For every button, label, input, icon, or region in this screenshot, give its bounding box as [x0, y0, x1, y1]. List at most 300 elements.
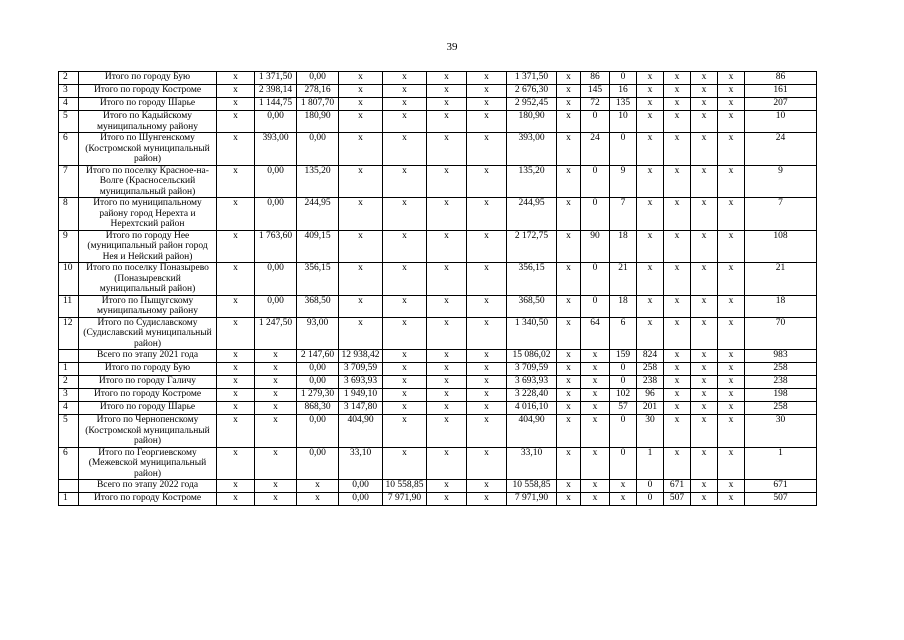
table-cell: 1 — [745, 447, 817, 480]
table-cell: x — [255, 480, 297, 493]
table-cell: x — [718, 350, 745, 363]
table-cell: x — [557, 376, 581, 389]
table-cell: x — [664, 376, 691, 389]
table-cell: x — [718, 133, 745, 166]
table-cell: x — [637, 165, 664, 198]
table-cell: 0,00 — [255, 198, 297, 231]
table-cell: x — [581, 493, 610, 506]
table-cell: x — [664, 198, 691, 231]
table-cell: 0 — [637, 493, 664, 506]
table-cell: 0,00 — [339, 480, 383, 493]
table-row — [59, 493, 817, 506]
table-cell: x — [427, 198, 467, 231]
table-cell: 6 — [610, 317, 637, 350]
table-cell: x — [691, 165, 718, 198]
table-row — [59, 402, 817, 415]
table-cell: x — [718, 165, 745, 198]
table-cell: x — [427, 263, 467, 296]
table-cell: x — [217, 230, 255, 263]
table-cell: x — [557, 447, 581, 480]
table-cell: x — [557, 480, 581, 493]
table-cell: x — [557, 85, 581, 98]
table-cell: x — [718, 111, 745, 133]
table-cell: 1 949,10 — [339, 389, 383, 402]
table-cell: x — [217, 480, 255, 493]
table-cell: x — [427, 317, 467, 350]
table-cell: 161 — [745, 85, 817, 98]
table-cell: 7 971,90 — [383, 493, 427, 506]
table-cell: 0 — [581, 263, 610, 296]
table-cell: 15 086,02 — [507, 350, 557, 363]
table-cell: x — [467, 402, 507, 415]
table-cell: x — [339, 165, 383, 198]
row-number: 6 — [59, 133, 79, 166]
table-row — [59, 133, 817, 166]
table-cell: 33,10 — [507, 447, 557, 480]
table-cell: x — [427, 98, 467, 111]
table-cell: 507 — [664, 493, 691, 506]
table-cell: x — [383, 230, 427, 263]
table-cell: x — [637, 295, 664, 317]
row-number: 3 — [59, 85, 79, 98]
table-cell: x — [664, 230, 691, 263]
row-number: 6 — [59, 447, 79, 480]
table-cell: 0,00 — [339, 493, 383, 506]
table-cell: x — [467, 317, 507, 350]
row-name: Итого по Кадыйскому муниципальному району — [79, 111, 217, 133]
page-number: 39 — [446, 41, 458, 53]
row-number: 8 — [59, 198, 79, 231]
table-cell: x — [427, 389, 467, 402]
row-number: 4 — [59, 98, 79, 111]
table-cell: 1 371,50 — [507, 72, 557, 85]
table-cell: 258 — [745, 363, 817, 376]
table-row — [59, 72, 817, 85]
table-cell: x — [557, 72, 581, 85]
table-cell: x — [718, 363, 745, 376]
table-cell: x — [427, 350, 467, 363]
table-cell: 238 — [745, 376, 817, 389]
table-cell: x — [339, 263, 383, 296]
table-cell: 0,00 — [297, 376, 339, 389]
row-name: Итого по городу Костроме — [79, 493, 217, 506]
table-cell: x — [467, 72, 507, 85]
table-cell: x — [664, 447, 691, 480]
table-cell: 1 807,70 — [297, 98, 339, 111]
table-cell: x — [427, 363, 467, 376]
table-cell: x — [691, 133, 718, 166]
table-cell: 0,00 — [297, 447, 339, 480]
table-cell: 7 — [745, 198, 817, 231]
table-cell: x — [217, 389, 255, 402]
table-cell: x — [467, 133, 507, 166]
table-cell: x — [718, 72, 745, 85]
table-cell: 201 — [637, 402, 664, 415]
table-cell: 2 172,75 — [507, 230, 557, 263]
table-cell: 258 — [745, 402, 817, 415]
table-cell: x — [637, 263, 664, 296]
table-cell: 33,10 — [339, 447, 383, 480]
table-cell: 102 — [610, 389, 637, 402]
table-cell: x — [467, 85, 507, 98]
table-cell: 404,90 — [339, 415, 383, 448]
table-cell: 2 398,14 — [255, 85, 297, 98]
table-cell: x — [664, 363, 691, 376]
table-cell: x — [467, 263, 507, 296]
row-number — [59, 480, 79, 493]
table-cell: x — [427, 376, 467, 389]
row-name: Итого по поселку Поназырево (Поназыревский муниципальный район) — [79, 263, 217, 296]
table-cell: x — [339, 230, 383, 263]
table-cell: x — [467, 389, 507, 402]
table-cell: 4 016,10 — [507, 402, 557, 415]
table-cell: x — [467, 350, 507, 363]
table-cell: x — [255, 376, 297, 389]
table-cell: x — [581, 350, 610, 363]
table-cell: 10 558,85 — [507, 480, 557, 493]
table-cell: x — [427, 85, 467, 98]
table-cell: 0,00 — [255, 263, 297, 296]
table-cell: 12 938,42 — [339, 350, 383, 363]
table-cell: x — [664, 317, 691, 350]
table-cell: x — [217, 295, 255, 317]
table-cell: x — [691, 230, 718, 263]
table-cell: 10 558,85 — [383, 480, 427, 493]
table-cell: 0,00 — [297, 415, 339, 448]
table-cell: x — [581, 415, 610, 448]
table-cell: x — [691, 389, 718, 402]
table-cell: x — [637, 317, 664, 350]
table-cell: 0 — [581, 111, 610, 133]
table-cell: 18 — [610, 295, 637, 317]
table-cell: x — [557, 363, 581, 376]
table-cell: 824 — [637, 350, 664, 363]
table-row — [59, 230, 817, 263]
table-cell: 2 676,30 — [507, 85, 557, 98]
table-cell: x — [664, 72, 691, 85]
row-name: Итого по Шунгенскому (Костромской муниципальный район) — [79, 133, 217, 166]
table-cell: x — [637, 230, 664, 263]
table-cell: 0,00 — [297, 72, 339, 85]
table-cell: x — [217, 133, 255, 166]
row-number: 12 — [59, 317, 79, 350]
table-cell: x — [610, 493, 637, 506]
table-cell: x — [557, 493, 581, 506]
table-cell: x — [217, 263, 255, 296]
table-cell: x — [467, 447, 507, 480]
table-cell: x — [339, 98, 383, 111]
table-cell: x — [217, 317, 255, 350]
row-number: 1 — [59, 493, 79, 506]
table-cell: x — [664, 402, 691, 415]
table-cell: x — [217, 447, 255, 480]
table-cell: x — [691, 198, 718, 231]
table-row — [59, 85, 817, 98]
table-cell: 70 — [745, 317, 817, 350]
table-cell: x — [427, 493, 467, 506]
table-cell: x — [467, 198, 507, 231]
table-cell: x — [637, 133, 664, 166]
table-cell: 368,50 — [507, 295, 557, 317]
table-cell: x — [691, 402, 718, 415]
table-cell: x — [581, 447, 610, 480]
row-name: Итого по городу Галичу — [79, 376, 217, 389]
table-cell: 1 247,50 — [255, 317, 297, 350]
table-cell: 159 — [610, 350, 637, 363]
table-cell: x — [383, 72, 427, 85]
table-cell: x — [217, 98, 255, 111]
table-cell: x — [557, 133, 581, 166]
table-cell: x — [339, 72, 383, 85]
table-cell: x — [383, 98, 427, 111]
table-cell: 0,00 — [297, 363, 339, 376]
table-cell: 409,15 — [297, 230, 339, 263]
row-number: 2 — [59, 72, 79, 85]
table-cell: x — [383, 350, 427, 363]
table-cell: x — [255, 350, 297, 363]
table-cell: x — [718, 415, 745, 448]
table-cell: x — [691, 415, 718, 448]
row-name: Итого по Судиславскому (Судиславский муниципальный район) — [79, 317, 217, 350]
table-row — [59, 165, 817, 198]
row-name: Итого по Чернопенскому (Костромской муниципальный район) — [79, 415, 217, 448]
table-cell: x — [467, 493, 507, 506]
table-cell: x — [557, 295, 581, 317]
table-cell: x — [467, 480, 507, 493]
table-cell: x — [427, 72, 467, 85]
table-cell: 1 763,60 — [255, 230, 297, 263]
table-cell: x — [557, 350, 581, 363]
table-cell: 3 693,93 — [507, 376, 557, 389]
table-cell: x — [691, 493, 718, 506]
table-cell: x — [637, 85, 664, 98]
table-cell: 0 — [610, 363, 637, 376]
table-cell: x — [255, 402, 297, 415]
table-cell: 7 971,90 — [507, 493, 557, 506]
row-name: Итого по городу Костроме — [79, 389, 217, 402]
table-cell: 7 — [610, 198, 637, 231]
table-cell: 10 — [610, 111, 637, 133]
table-cell: 18 — [745, 295, 817, 317]
table-cell: 238 — [637, 376, 664, 389]
table-cell: x — [557, 389, 581, 402]
table-cell: x — [691, 350, 718, 363]
table-row — [59, 415, 817, 448]
row-name: Всего по этапу 2022 года — [79, 480, 217, 493]
table-cell: x — [383, 295, 427, 317]
table-cell: x — [718, 85, 745, 98]
table-cell: x — [339, 111, 383, 133]
table-cell: x — [718, 376, 745, 389]
table-cell: 135,20 — [507, 165, 557, 198]
table-cell: 1 371,50 — [255, 72, 297, 85]
table-cell: 3 228,40 — [507, 389, 557, 402]
table-cell: x — [383, 317, 427, 350]
table-cell: x — [664, 295, 691, 317]
table-row — [59, 263, 817, 296]
table-cell: x — [217, 363, 255, 376]
table-cell: x — [718, 480, 745, 493]
table-cell: x — [718, 98, 745, 111]
table-cell: x — [691, 317, 718, 350]
row-number: 5 — [59, 111, 79, 133]
table-cell: 64 — [581, 317, 610, 350]
table-cell: 0 — [610, 447, 637, 480]
row-name: Итого по городу Шарье — [79, 402, 217, 415]
table-cell: x — [581, 480, 610, 493]
table-cell: x — [217, 111, 255, 133]
table-cell: x — [339, 198, 383, 231]
row-name: Итого по Георгиевскому (Межевской муниципальный район) — [79, 447, 217, 480]
table-cell: x — [718, 317, 745, 350]
table-cell: x — [427, 447, 467, 480]
table-cell: 96 — [637, 389, 664, 402]
table-cell: x — [557, 198, 581, 231]
table-cell: x — [383, 165, 427, 198]
table-cell: 16 — [610, 85, 637, 98]
table-cell: x — [718, 263, 745, 296]
table-cell: x — [691, 98, 718, 111]
table-cell: 57 — [610, 402, 637, 415]
table-cell: 671 — [745, 480, 817, 493]
table-cell: x — [664, 389, 691, 402]
table-cell: x — [637, 98, 664, 111]
table-cell: 868,30 — [297, 402, 339, 415]
table-cell: x — [255, 493, 297, 506]
table-cell: x — [217, 350, 255, 363]
table-cell: 108 — [745, 230, 817, 263]
table-cell: x — [339, 133, 383, 166]
table-cell: 9 — [745, 165, 817, 198]
table-cell: x — [467, 295, 507, 317]
table-cell: x — [637, 198, 664, 231]
row-name: Итого по Пыщугскому муниципальному району — [79, 295, 217, 317]
table-cell: x — [581, 389, 610, 402]
table-row — [59, 447, 817, 480]
table-cell: 30 — [745, 415, 817, 448]
table-cell: 0 — [610, 133, 637, 166]
table-cell: x — [383, 389, 427, 402]
table-cell: x — [427, 230, 467, 263]
table-cell: x — [255, 415, 297, 448]
table-cell: 180,90 — [297, 111, 339, 133]
table-cell: 86 — [745, 72, 817, 85]
table-cell: x — [718, 198, 745, 231]
table-cell: x — [339, 85, 383, 98]
table-cell: x — [581, 402, 610, 415]
table-cell: 0 — [610, 376, 637, 389]
table-cell: 0 — [610, 415, 637, 448]
table-cell: x — [664, 165, 691, 198]
table-cell: 368,50 — [297, 295, 339, 317]
table-cell: 93,00 — [297, 317, 339, 350]
table-cell: x — [383, 111, 427, 133]
data-table — [58, 71, 817, 506]
table-cell: x — [217, 402, 255, 415]
row-number: 3 — [59, 389, 79, 402]
table-cell: 3 693,93 — [339, 376, 383, 389]
row-name: Итого по городу Нее (муниципальный район город Нея и Нейский район) — [79, 230, 217, 263]
table-cell: 198 — [745, 389, 817, 402]
table-cell: x — [467, 98, 507, 111]
row-name: Итого по поселку Красное-на-Волге (Красносельский муниципальный район) — [79, 165, 217, 198]
table-cell: 356,15 — [297, 263, 339, 296]
table-cell: x — [691, 85, 718, 98]
table-cell: x — [217, 376, 255, 389]
table-cell: 207 — [745, 98, 817, 111]
table-cell: x — [217, 493, 255, 506]
table-cell: 145 — [581, 85, 610, 98]
table-cell: 1 144,75 — [255, 98, 297, 111]
table-cell: x — [383, 402, 427, 415]
table-cell: x — [691, 480, 718, 493]
table-cell: 671 — [664, 480, 691, 493]
table-cell: x — [383, 198, 427, 231]
table-cell: 393,00 — [507, 133, 557, 166]
table-cell: x — [383, 363, 427, 376]
table-cell: x — [557, 230, 581, 263]
table-cell: x — [217, 165, 255, 198]
row-name: Итого по городу Бую — [79, 363, 217, 376]
table-cell: x — [664, 263, 691, 296]
table-row — [59, 376, 817, 389]
table-cell: 0,00 — [255, 165, 297, 198]
table-row — [59, 98, 817, 111]
table-cell: 258 — [637, 363, 664, 376]
table-cell: 90 — [581, 230, 610, 263]
table-cell: x — [557, 165, 581, 198]
table-cell: 2 147,60 — [297, 350, 339, 363]
table-cell: x — [427, 415, 467, 448]
row-number: 2 — [59, 376, 79, 389]
table-cell: x — [217, 85, 255, 98]
table-cell: 0 — [581, 295, 610, 317]
table-cell: 24 — [581, 133, 610, 166]
table-cell: x — [664, 415, 691, 448]
table-cell: 393,00 — [255, 133, 297, 166]
table-cell: 3 147,80 — [339, 402, 383, 415]
table-row — [59, 317, 817, 350]
table-cell: x — [691, 111, 718, 133]
table-cell: x — [467, 363, 507, 376]
table-cell: x — [691, 72, 718, 85]
table-cell: x — [467, 111, 507, 133]
table-cell: 3 709,59 — [507, 363, 557, 376]
table-cell: x — [691, 376, 718, 389]
table-cell: x — [297, 480, 339, 493]
table-cell: x — [610, 480, 637, 493]
table-cell: x — [427, 295, 467, 317]
table-cell: x — [557, 415, 581, 448]
table-cell: x — [557, 317, 581, 350]
table-cell: 404,90 — [507, 415, 557, 448]
row-number — [59, 350, 79, 363]
table-cell: x — [297, 493, 339, 506]
table-cell: x — [718, 230, 745, 263]
row-number: 7 — [59, 165, 79, 198]
table-cell: x — [339, 317, 383, 350]
table-cell: 244,95 — [507, 198, 557, 231]
table-cell: 0 — [581, 165, 610, 198]
table-cell: 278,16 — [297, 85, 339, 98]
table-cell: x — [664, 350, 691, 363]
table-cell: x — [718, 389, 745, 402]
table-cell: x — [427, 111, 467, 133]
table-row — [59, 363, 817, 376]
table-cell: x — [691, 263, 718, 296]
table-cell: x — [557, 111, 581, 133]
table-cell: 3 709,59 — [339, 363, 383, 376]
